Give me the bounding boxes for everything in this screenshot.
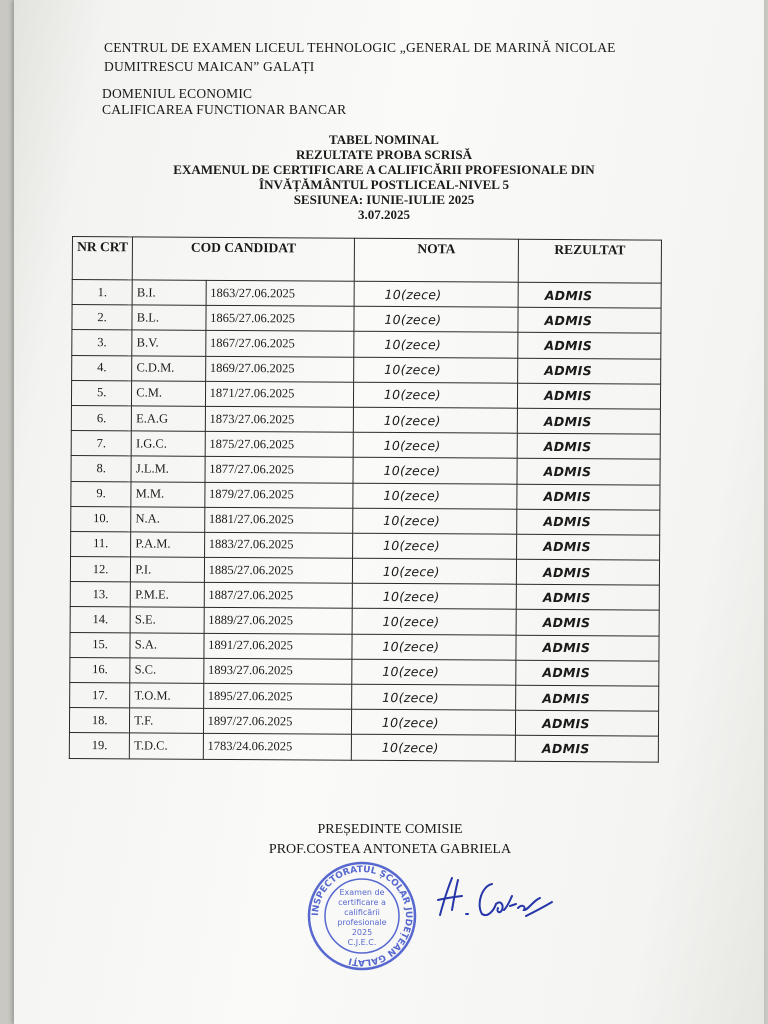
cell-initials: S.E.: [130, 607, 204, 633]
cell-initials: C.D.M.: [132, 355, 206, 381]
cell-code: 1863/27.06.2025: [206, 280, 354, 306]
cell-initials: B.L.: [132, 305, 206, 331]
cell-initials: T.F.: [130, 708, 204, 734]
cell-nr: 17.: [70, 682, 130, 708]
cell-nr: 19.: [69, 733, 129, 759]
stamp-line: certificare a: [338, 898, 386, 907]
cell-nr: 11.: [71, 531, 131, 557]
cell-nota: 10(zece): [353, 508, 517, 534]
table-row: [70, 632, 659, 661]
signature: [430, 870, 560, 940]
col-header-nota: NOTA: [354, 238, 518, 282]
results-table: [69, 236, 662, 762]
cell-nota: 10(zece): [353, 483, 517, 509]
doc-session: SESIUNEA: IUNIE-IULIE 2025: [293, 192, 475, 207]
doc-date: 3.07.2025: [358, 207, 410, 222]
cell-nr: 8.: [71, 456, 131, 482]
table-row: [70, 582, 659, 611]
stamp-line: C.J.E.C.: [347, 938, 377, 947]
cell-code: 1869/27.06.2025: [205, 356, 353, 382]
cell-rezultat: ADMIS: [517, 459, 660, 485]
col-header-rezultat: REZULTAT: [518, 239, 661, 283]
cell-nr: 2.: [72, 305, 132, 331]
table-row: [71, 531, 660, 560]
cell-nr: 7.: [71, 431, 131, 457]
cell-code: 1871/27.06.2025: [205, 381, 353, 407]
cell-nota: 10(zece): [352, 533, 516, 559]
cell-initials: I.G.C.: [131, 431, 205, 457]
cell-rezultat: ADMIS: [516, 685, 659, 711]
cell-rezultat: ADMIS: [518, 282, 661, 308]
cell-rezultat: ADMIS: [517, 509, 660, 535]
col-header-code: COD CANDIDAT: [133, 237, 355, 281]
cell-initials: T.O.M.: [130, 683, 204, 709]
cell-initials: P.A.M.: [131, 532, 205, 558]
table-row: [69, 733, 658, 762]
table-row: [71, 506, 660, 535]
cell-nr: 14.: [70, 607, 130, 633]
cell-code: 1873/27.06.2025: [205, 406, 353, 432]
cell-nr: 15.: [70, 632, 130, 658]
cell-nota: 10(zece): [354, 281, 518, 307]
cell-nota: 10(zece): [353, 432, 517, 458]
doc-title: TABEL NOMINAL: [329, 132, 439, 147]
cell-nota: 10(zece): [353, 382, 517, 408]
cell-code: 1883/27.06.2025: [204, 532, 352, 558]
cell-nr: 3.: [72, 330, 132, 356]
cell-initials: B.V.: [132, 330, 206, 356]
cell-rezultat: ADMIS: [517, 433, 660, 459]
stamp-line: profesionale: [337, 918, 387, 927]
table-row: [72, 355, 661, 384]
cell-rezultat: ADMIS: [517, 408, 660, 434]
cell-initials: P.M.E.: [131, 582, 205, 608]
cell-code: 1867/27.06.2025: [205, 331, 353, 357]
cell-nota: 10(zece): [351, 709, 515, 735]
cell-initials: E.A.G: [132, 406, 206, 432]
cell-rezultat: ADMIS: [517, 534, 660, 560]
cell-initials: C.M.: [132, 381, 206, 407]
cell-nota: 10(zece): [353, 407, 517, 433]
president-name: PROF.COSTEA ANTONETA GABRIELA: [268, 842, 512, 857]
cell-nota: 10(zece): [354, 332, 518, 358]
cell-code: 1895/27.06.2025: [203, 683, 351, 709]
col-header-nr: NR CRT: [72, 237, 133, 280]
cell-nota: 10(zece): [352, 558, 516, 584]
stamp-line: calificării: [344, 908, 380, 917]
table-row: [72, 330, 661, 359]
cell-rezultat: ADMIS: [516, 584, 659, 610]
table-row: [71, 431, 660, 460]
cell-rezultat: ADMIS: [516, 660, 659, 686]
cell-nota: 10(zece): [352, 634, 516, 660]
cell-nota: 10(zece): [352, 583, 516, 609]
table-row: [72, 305, 661, 334]
header-qualification: CALIFICAREA FUNCTIONAR BANCAR: [102, 102, 347, 117]
cell-initials: S.A.: [130, 632, 204, 658]
cell-rezultat: ADMIS: [516, 710, 659, 736]
doc-exam-line: EXAMENUL DE CERTIFICARE A CALIFICĂRII PROFESIONALE DIN: [173, 162, 595, 177]
stamp-ring-text: INSPECTORATUL ȘCOLAR JUDEȚEAN GALAȚI: [310, 864, 414, 968]
header-line-2: DUMITRESCU MAICAN” GALAȚI: [104, 59, 315, 74]
table-header-row: [72, 237, 661, 284]
cell-rezultat: ADMIS: [518, 307, 661, 333]
cell-nr: 18.: [69, 708, 129, 734]
cell-rezultat: ADMIS: [516, 559, 659, 585]
doc-level-line: ÎNVĂȚĂMÂNTUL POSTLICEAL-NIVEL 5: [259, 177, 509, 192]
stamp-line: Examen de: [339, 888, 385, 897]
cell-code: 1887/27.06.2025: [204, 583, 352, 609]
cell-nr: 13.: [70, 582, 130, 608]
cell-initials: M.M.: [131, 481, 205, 507]
header-domain: DOMENIUL ECONOMIC: [102, 86, 253, 101]
cell-initials: S.C.: [130, 658, 204, 684]
cell-nr: 16.: [70, 657, 130, 683]
cell-nota: 10(zece): [352, 684, 516, 710]
table-row: [70, 682, 659, 711]
cell-rezultat: ADMIS: [517, 484, 660, 510]
cell-nota: 10(zece): [354, 357, 518, 383]
table-row: [72, 280, 661, 309]
cell-code: 1891/27.06.2025: [204, 633, 352, 659]
table-row: [70, 657, 659, 686]
cell-nr: 9.: [71, 481, 131, 507]
cell-code: 1897/27.06.2025: [203, 708, 351, 734]
cell-nr: 4.: [72, 355, 132, 381]
cell-nr: 12.: [70, 557, 130, 583]
cell-nr: 1.: [72, 280, 132, 306]
cell-nota: 10(zece): [352, 659, 516, 685]
cell-nr: 10.: [71, 506, 131, 532]
cell-code: 1877/27.06.2025: [205, 457, 353, 483]
cell-code: 1879/27.06.2025: [204, 482, 352, 508]
cell-initials: J.L.M.: [131, 456, 205, 482]
cell-nr: 5.: [71, 380, 131, 406]
cell-rezultat: ADMIS: [518, 383, 661, 409]
cell-nr: 6.: [71, 405, 131, 431]
table-row: [70, 607, 659, 636]
cell-rezultat: ADMIS: [515, 736, 658, 762]
table-row: [71, 405, 660, 434]
table-row: [71, 481, 660, 510]
table-row: [70, 557, 659, 586]
cell-code: 1881/27.06.2025: [204, 507, 352, 533]
cell-initials: N.A.: [131, 507, 205, 533]
cell-code: 1783/24.06.2025: [203, 734, 351, 760]
table-row: [69, 708, 658, 737]
cell-nota: 10(zece): [352, 609, 516, 635]
cell-rezultat: ADMIS: [518, 358, 661, 384]
cell-code: 1865/27.06.2025: [206, 306, 354, 332]
official-stamp: [306, 860, 418, 972]
stamp-line: 2025: [351, 928, 373, 937]
header-line-1: CENTRUL DE EXAMEN LICEUL TEHNOLOGIC „GENERAL DE MARINĂ NICOLAE: [104, 40, 616, 55]
doc-subtitle: REZULTATE PROBA SCRISĂ: [295, 147, 473, 162]
cell-initials: P.I.: [131, 557, 205, 583]
table-row: [71, 456, 660, 485]
cell-code: 1889/27.06.2025: [204, 608, 352, 634]
cell-code: 1875/27.06.2025: [205, 431, 353, 457]
table-row: [71, 380, 660, 409]
cell-rezultat: ADMIS: [516, 635, 659, 661]
cell-code: 1885/27.06.2025: [204, 557, 352, 583]
cell-code: 1893/27.06.2025: [203, 658, 351, 684]
cell-initials: T.D.C.: [130, 733, 204, 759]
cell-rezultat: ADMIS: [516, 610, 659, 636]
cell-nota: 10(zece): [354, 306, 518, 332]
cell-nota: 10(zece): [351, 735, 515, 761]
cell-initials: B.I.: [132, 280, 206, 306]
president-role: PREȘEDINTE COMISIE: [317, 822, 463, 837]
cell-nota: 10(zece): [353, 458, 517, 484]
cell-rezultat: ADMIS: [518, 333, 661, 359]
